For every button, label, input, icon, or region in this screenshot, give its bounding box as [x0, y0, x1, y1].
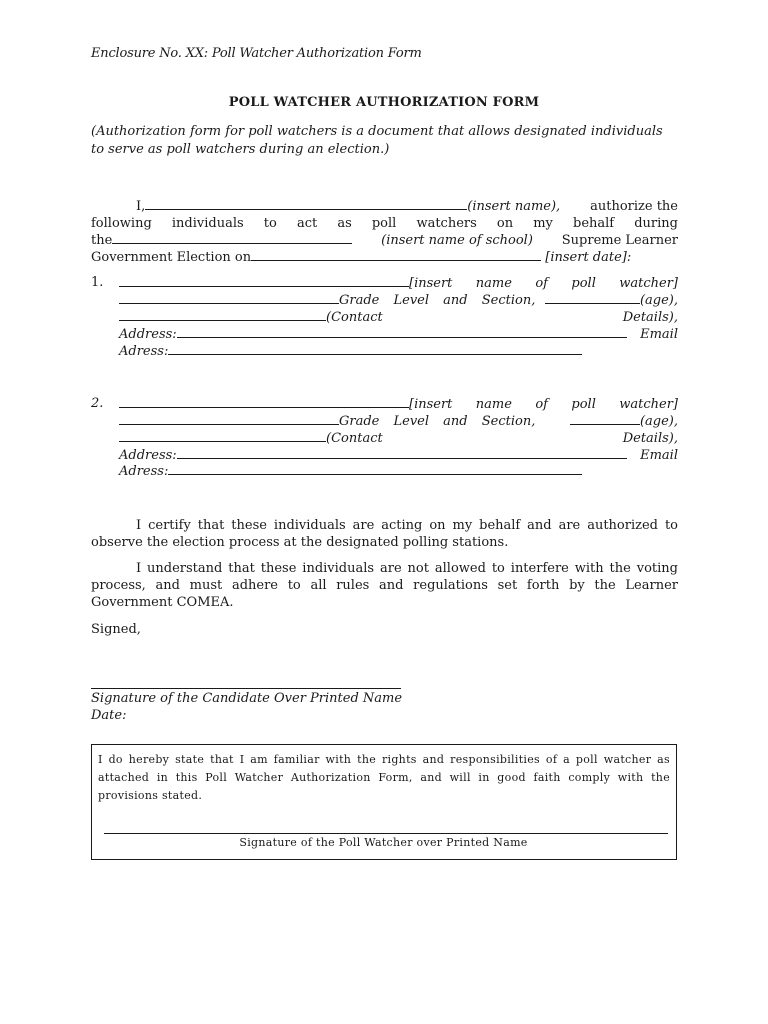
watcher-2-email-label2: Adress:: [119, 464, 169, 479]
watcher-2-email-blank[interactable]: [168, 463, 582, 475]
date-hint: [insert date]:: [545, 250, 632, 265]
watcher-2-name-hint: [insert name of poll watcher]: [409, 397, 678, 412]
intro-i: I,: [136, 199, 146, 214]
form-title: POLL WATCHER AUTHORIZATION FORM: [228, 95, 540, 110]
watcher-1-address-label: Address:: [119, 327, 177, 342]
watcher-1-name-blank[interactable]: [119, 275, 409, 287]
watcher-1-name-row: [119, 275, 678, 292]
school-name-blank[interactable]: [112, 232, 352, 244]
school-hint: (insert name of school): [381, 233, 533, 248]
intro-line-4: [91, 249, 678, 266]
poll-watcher-signature-line[interactable]: [104, 833, 668, 834]
date-blank[interactable]: [251, 249, 541, 261]
the-text: the: [91, 233, 113, 248]
watcher-2-email-row: [119, 463, 678, 480]
enclosure-label: Enclosure No. XX: Poll Watcher Authorization Form: [91, 46, 422, 61]
watcher-1-contact-blank[interactable]: [119, 309, 326, 321]
watcher-2-address-blank[interactable]: [177, 447, 627, 459]
watcher-2-email-label: Email: [640, 448, 678, 463]
understand-paragraph: I understand that these individuals are not allowed to interfere with the voting process, and must adhere to all rules and regulations set forth by the Learner Government COMEA.: [91, 561, 678, 610]
watcher-2-address-row: [119, 447, 678, 464]
watcher-1-age-hint: (age),: [639, 293, 678, 308]
certify-paragraph: I certify that these individuals are acting on my behalf and are authorized to observe the election process at the designated polling stations.: [91, 518, 678, 550]
candidate-name-blank[interactable]: [145, 198, 467, 210]
watcher-1-grade-hint: Grade Level and Section,: [339, 293, 536, 308]
watcher-1-email-blank[interactable]: [168, 343, 582, 355]
watcher-2-grade-row: [119, 413, 678, 430]
watcher-1-grade-row: [119, 292, 678, 309]
watcher-1-email-label2: Adress:: [119, 344, 169, 359]
watcher-1-contact-end: Details),: [622, 310, 678, 325]
watcher-1-email-label: Email: [640, 327, 678, 342]
watcher-1-grade-blank[interactable]: [119, 292, 339, 304]
watcher-1-contact-hint: (Contact: [326, 310, 383, 325]
poll-watcher-statement-box: [91, 744, 677, 860]
poll-watcher-signature-label: Signature of the Poll Watcher over Printed Name: [239, 836, 528, 849]
watcher-1-email-row: [119, 343, 678, 360]
intro-line-1: [91, 198, 678, 215]
insert-name-hint: (insert name),: [467, 199, 561, 214]
intro-line-3: [91, 232, 678, 249]
watcher-2-contact-blank[interactable]: [119, 430, 326, 442]
intro-line-2: following individuals to act as poll watchers on my behalf during: [91, 216, 678, 231]
watcher-2-contact-end: Details),: [622, 431, 678, 446]
form-subtitle: (Authorization form for poll watchers is a document that allows designated individuals to serve as poll watchers during an election.): [91, 124, 663, 157]
watcher-1-address-row: [119, 326, 678, 343]
watcher-1-contact-row: [119, 309, 678, 326]
watcher-2-contact-row: [119, 430, 678, 447]
watcher-2-number: 2.: [91, 396, 104, 411]
supreme-learner-text: Supreme Learner: [561, 233, 678, 248]
candidate-signature-label: Signature of the Candidate Over Printed Name: [91, 691, 403, 706]
candidate-signature-line[interactable]: [91, 688, 401, 689]
watcher-2-name-row: [119, 396, 678, 413]
watcher-2-grade-hint: Grade Level and Section,: [339, 414, 536, 429]
watcher-2-age-blank[interactable]: [570, 413, 640, 425]
watcher-1-name-hint: [insert name of poll watcher]: [409, 276, 678, 291]
statement-text: I do hereby state that I am familiar with the rights and responsibilities of a poll watcher as attached in this Poll Watcher Authorization Form, and will in good faith comply with the provisions stated.: [98, 753, 670, 802]
watcher-1-address-blank[interactable]: [177, 326, 627, 338]
signed-label: Signed,: [91, 622, 141, 637]
authorize-text: authorize the: [590, 199, 678, 214]
watcher-1-number: 1.: [91, 275, 104, 290]
date-label: Date:: [91, 708, 127, 723]
watcher-2-age-hint: (age),: [639, 414, 678, 429]
election-on-text: Government Election on: [91, 250, 252, 265]
watcher-2-address-label: Address:: [119, 448, 177, 463]
watcher-2-grade-blank[interactable]: [119, 413, 339, 425]
watcher-1-age-blank[interactable]: [545, 292, 640, 304]
watcher-2-contact-hint: (Contact: [326, 431, 383, 446]
watcher-2-name-blank[interactable]: [119, 396, 409, 408]
